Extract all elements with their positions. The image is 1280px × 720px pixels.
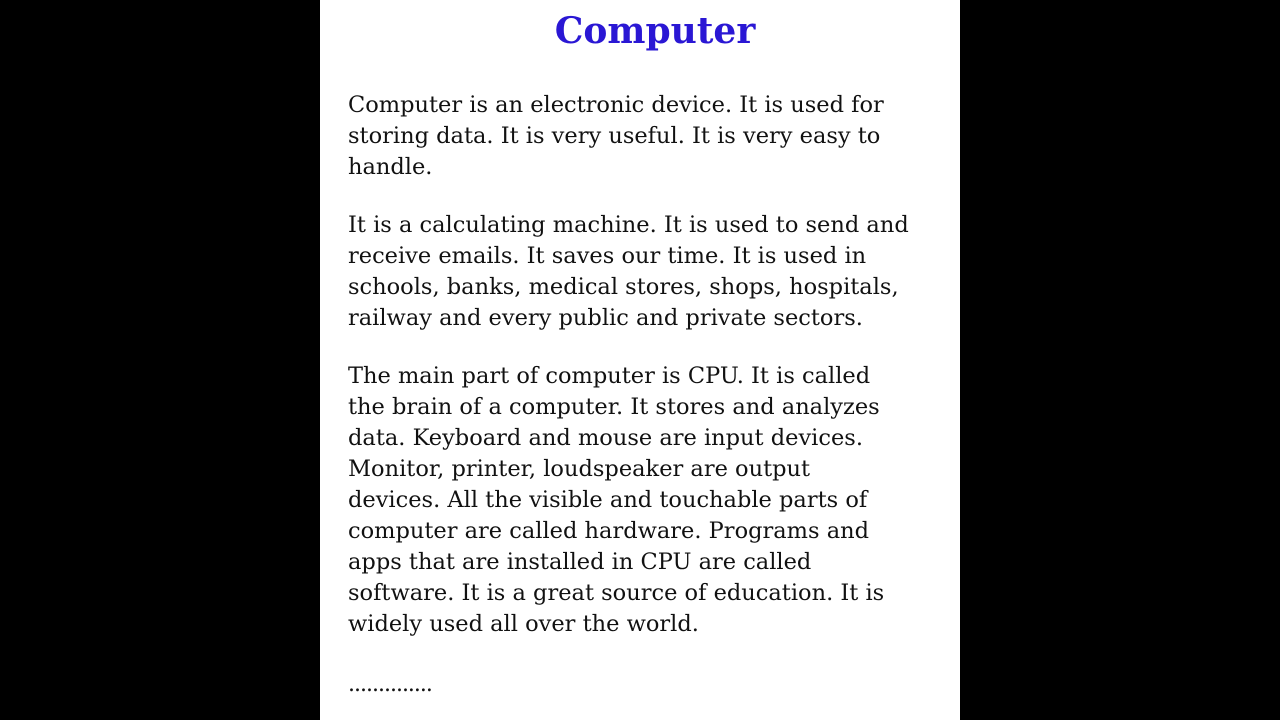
text-line: The main part of computer is CPU. It is called (348, 363, 871, 389)
text-line: It is a calculating machine. It is used to send and (348, 212, 909, 238)
paragraph-3 (348, 361, 909, 640)
text-line: Monitor, printer, loudspeaker are output (348, 456, 811, 482)
text-line: devices. All the visible and touchable parts of (348, 487, 868, 513)
text-line: storing data. It is very useful. It is very easy to (348, 123, 881, 149)
paragraph-2 (348, 210, 909, 334)
text-line: widely used all over the world. (348, 611, 699, 637)
text-line: apps that are installed in CPU are called (348, 549, 812, 575)
document-page (320, 0, 960, 720)
page-title: Computer (554, 10, 756, 52)
text-line: handle. (348, 154, 433, 180)
text-line: Computer is an electronic device. It is used for (348, 92, 884, 118)
document-body (348, 90, 909, 667)
continuation-dots: .............. (348, 672, 432, 697)
text-line: the brain of a computer. It stores and analyzes (348, 394, 880, 420)
text-line: software. It is a great source of education. It is (348, 580, 885, 606)
text-line: railway and every public and private sectors. (348, 305, 863, 331)
text-line: receive emails. It saves our time. It is used in (348, 243, 867, 269)
text-line: data. Keyboard and mouse are input devices. (348, 425, 863, 451)
paragraph-1 (348, 90, 909, 183)
text-line: computer are called hardware. Programs and (348, 518, 870, 544)
text-line: schools, banks, medical stores, shops, hospitals, (348, 274, 899, 300)
